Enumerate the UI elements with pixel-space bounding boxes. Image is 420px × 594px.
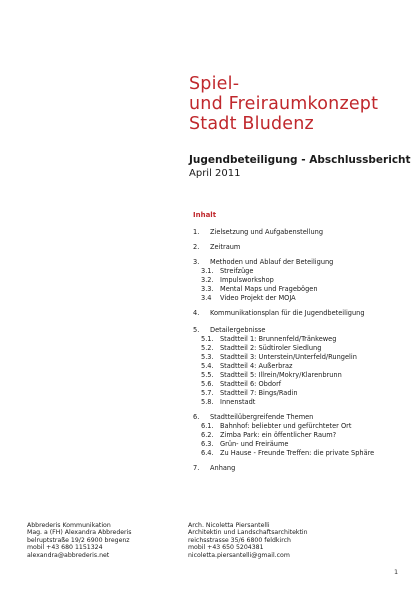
toc-number: 5.3. <box>201 353 214 361</box>
toc-number: 5.2. <box>201 344 214 352</box>
toc-number: 6. <box>193 413 200 421</box>
toc-number: 6.4. <box>201 449 214 457</box>
toc-text: Stadtteil 4: Außerbraz <box>220 362 293 370</box>
toc-number: 6.1. <box>201 422 214 430</box>
toc-number: 5.4. <box>201 362 214 370</box>
toc-number: 5.1. <box>201 335 214 343</box>
title-line-2: und Freiraumkonzept <box>189 94 379 114</box>
toc-text: Stadtteilübergreifende Themen <box>210 413 314 421</box>
footer-contact-right <box>188 522 308 559</box>
toc-text: Detailergebnisse <box>210 326 266 334</box>
toc-number: 4. <box>193 309 200 317</box>
toc-text: Innenstadt <box>220 398 256 406</box>
footer-email: nicoletta.piersantelli@gmail.com <box>188 551 290 559</box>
toc-text: Anhang <box>210 464 236 472</box>
toc-text: Bahnhof: beliebter und gefürchteter Ort <box>220 422 352 430</box>
page-number: 1 <box>394 568 399 576</box>
toc-text: Stadtteil 6: Obdorf <box>220 380 282 388</box>
toc-text: Methoden und Ablauf der Beteiligung <box>210 258 334 266</box>
toc-number: 5.5. <box>201 371 214 379</box>
toc-text: Zimba Park: ein öffentlicher Raum? <box>220 431 337 439</box>
toc-text: Stadtteil 2: Südtiroler Siedlung <box>220 344 322 352</box>
title-line-1: Spiel- <box>189 74 240 94</box>
toc-text: Grün- und Freiräume <box>220 440 289 448</box>
toc-number: 3.1. <box>201 267 214 275</box>
toc-text: Stadtteil 3: Unterstein/Unterfeld/Rungelin <box>220 353 357 361</box>
toc-number: 5.8. <box>201 398 214 406</box>
toc-number: 5.7. <box>201 389 214 397</box>
toc-number: 3.2. <box>201 276 214 284</box>
toc-text: Zeitraum <box>210 243 241 251</box>
toc-number: 5.6. <box>201 380 214 388</box>
toc-number: 5. <box>193 326 200 334</box>
toc-text: Stadtteil 5: Illrein/Mokry/Klarenbrunn <box>220 371 342 379</box>
toc-text: Zu Hause - Freunde Treffen: die private Sphäre <box>220 449 375 457</box>
footer-contact-left <box>27 522 132 559</box>
toc-text: Stadtteil 1: Brunnenfeld/Tränkeweg <box>220 335 337 343</box>
footer-company: Abbrederis Kommunikation <box>27 522 111 529</box>
toc-number: 3.4 <box>201 294 212 302</box>
toc-number: 3. <box>193 258 200 266</box>
toc-number: 7. <box>193 464 200 472</box>
toc-text: Kommunikationsplan für die Jugendbeteiligung <box>210 309 365 317</box>
title-line-3: Stadt Bludenz <box>189 114 314 134</box>
toc-number: 6.3. <box>201 440 214 448</box>
toc-text: Stadtteil 7: Bings/Radin <box>220 389 298 397</box>
toc-text: Video Projekt der MOJA <box>220 294 296 302</box>
toc-number: 2. <box>193 243 200 251</box>
footer-phone: mobil +43 680 1151324 <box>27 544 103 552</box>
toc-text: Impulsworkshop <box>220 276 274 284</box>
footer-email: alexandra@abbrederis.net <box>27 551 110 559</box>
footer-person: Mag. a (FH) Alexandra Abbrederis <box>27 529 132 537</box>
footer-role: Architektin und Landschaftsarchitektin <box>188 529 308 537</box>
footer-address: reichsstrasse 35/6 6800 feldkirch <box>188 536 291 544</box>
toc-text: Mental Maps und Fragebögen <box>220 285 318 293</box>
toc-number: 6.2. <box>201 431 214 439</box>
footer-person: Arch. Nicoletta Piersantelli <box>188 522 270 529</box>
document-date: April 2011 <box>189 168 241 179</box>
toc-number: 3.3. <box>201 285 214 293</box>
toc-number: 1. <box>193 228 200 236</box>
toc-heading: Inhalt <box>193 211 217 219</box>
toc-text: Streifzüge <box>220 267 254 275</box>
document-subtitle: Jugendbeteiligung - Abschlussbericht <box>189 154 411 166</box>
footer-address: belruptstraße 19/2 6900 bregenz <box>27 536 130 544</box>
footer-phone: mobil +43 650 5204381 <box>188 544 264 552</box>
toc-text: Zielsetzung und Aufgabenstellung <box>210 228 323 236</box>
